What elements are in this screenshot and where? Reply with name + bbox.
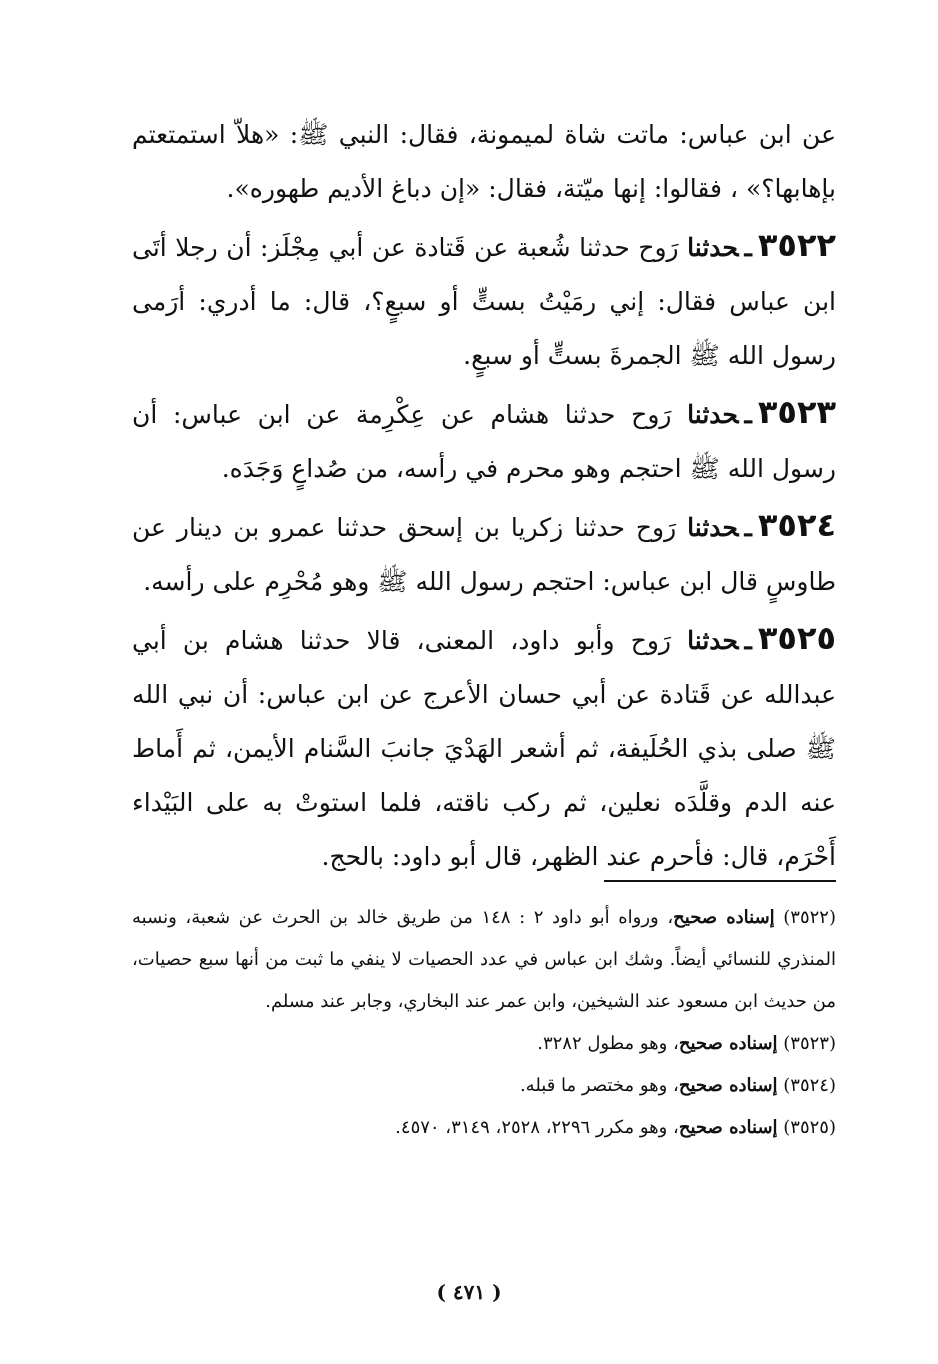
hadith-text: رَوح وأبو داود، المعنى، قالا حدثنا هشام بن أبي عبدالله عن قَتادة عن أبي حسان الأعرج عن ابن عباس: أن نبي الله ﷺ صلى بذي الحُلَيفة، ثم أشعر الهَدْيَ جانبَ السَّنام الأيمن، ثم أَماط عنه الدم وقلَّدَه نعلين، ثم ركب ناقته، فلما استوتْ به على البَيْداء أَحْرَم، قال: فأحرم عند الظهر، قال أبو داود: بالحج. bbox=[132, 626, 836, 871]
footnote-grade: إسناده صحيح bbox=[678, 1117, 778, 1138]
hadith-number: ٣٥٢٤ bbox=[757, 506, 836, 544]
page-number: ( ٤٧١ ) bbox=[436, 1280, 502, 1304]
hadith-number: ٣٥٢٣ bbox=[757, 393, 836, 431]
intro-paragraph: عن ابن عباس: ماتت شاة لميمونة، فقال: النبي ﷺ: «هلاّ استمتعتم بإهابها؟» ، فقالوا: إنها ميّتة، فقال: «إن دباغ الأديم طهوره». bbox=[132, 120, 836, 203]
footnote-3523 bbox=[132, 1023, 836, 1065]
footnotes bbox=[132, 897, 836, 1149]
footnote-ref: (٣٥٢٥) bbox=[783, 1117, 836, 1138]
footnote-text: ، وهو مطول ٣٢٨٢. bbox=[537, 1033, 679, 1054]
footnote-text: ، ورواه أبو داود ٢ : ١٤٨ من طريق خالد بن الحرث عن شعبة، ونسبه المنذري للنسائي أيضاً. وشك ابن عباس في عدد الحصيات لا ينفي ما ثبت من أنها سبع حصيات، من حديث ابن مسعود عند الشيخين، وابن عمر عند البخاري، وجابر عند مسلم. bbox=[132, 907, 836, 1012]
footnote-3524 bbox=[132, 1065, 836, 1107]
hadith-number: ٣٥٢٥ bbox=[757, 619, 836, 657]
hadith-text: رَوح حدثنا شُعبة عن قَتادة عن أبي مِجْلَز: أن رجلا أتَى ابن عباس فقال: إني رمَيْتُ بستٍّ أو سبعٍ؟، قال: ما أدري: أرَمى رسول الله ﷺ الجمرةَ بستٍّ أو سبعٍ. bbox=[132, 233, 836, 370]
footnote-text: ، وهو مختصر ما قبله. bbox=[519, 1075, 679, 1096]
hadith-3525 bbox=[132, 611, 836, 884]
footnote-grade: إسناده صحيح bbox=[673, 907, 775, 928]
hadith-separator: ـ bbox=[744, 400, 752, 429]
hadith-text: رَوح حدثنا زكريا بن إسحق حدثنا عمرو بن دينار عن طاوسٍ قال ابن عباس: احتجم رسول الله ﷺ وهو مُحْرِم على رأسه. bbox=[132, 513, 836, 596]
hadith-separator: ـ bbox=[744, 233, 752, 262]
hadith-3523 bbox=[132, 385, 836, 496]
footnote-ref: (٣٥٢٤) bbox=[783, 1075, 836, 1096]
hadith-keyword: حدثنا bbox=[687, 513, 739, 542]
footnote-3522 bbox=[132, 897, 836, 1023]
footnote-text: ، وهو مكرر ٢٢٩٦، ٢٥٢٨، ٣١٤٩، ٤٥٧٠. bbox=[395, 1117, 679, 1138]
hadith-3522 bbox=[132, 218, 836, 383]
footnote-grade: إسناده صحيح bbox=[678, 1033, 778, 1054]
footnote-3525 bbox=[132, 1107, 836, 1149]
footnote-grade: إسناده صحيح bbox=[678, 1075, 778, 1096]
hadith-keyword: حدثنا bbox=[687, 626, 739, 655]
hadith-separator: ـ bbox=[744, 626, 752, 655]
hadith-keyword: حدثنا bbox=[687, 233, 739, 262]
main-text bbox=[132, 108, 836, 884]
hadith-keyword: حدثنا bbox=[687, 400, 739, 429]
hadith-separator: ـ bbox=[744, 513, 752, 542]
hadith-text: رَوح حدثنا هشام عن عِكْرِمة عن ابن عباس: أن رسول الله ﷺ احتجم وهو محرم في رأسه، من صُداعٍ وَجَدَه. bbox=[132, 400, 836, 483]
hadith-3524 bbox=[132, 498, 836, 609]
footnote-ref: (٣٥٢٢) bbox=[783, 907, 836, 928]
footnote-ref: (٣٥٢٣) bbox=[783, 1033, 836, 1054]
hadith-number: ٣٥٢٢ bbox=[757, 226, 836, 264]
footnote-divider bbox=[604, 880, 836, 882]
